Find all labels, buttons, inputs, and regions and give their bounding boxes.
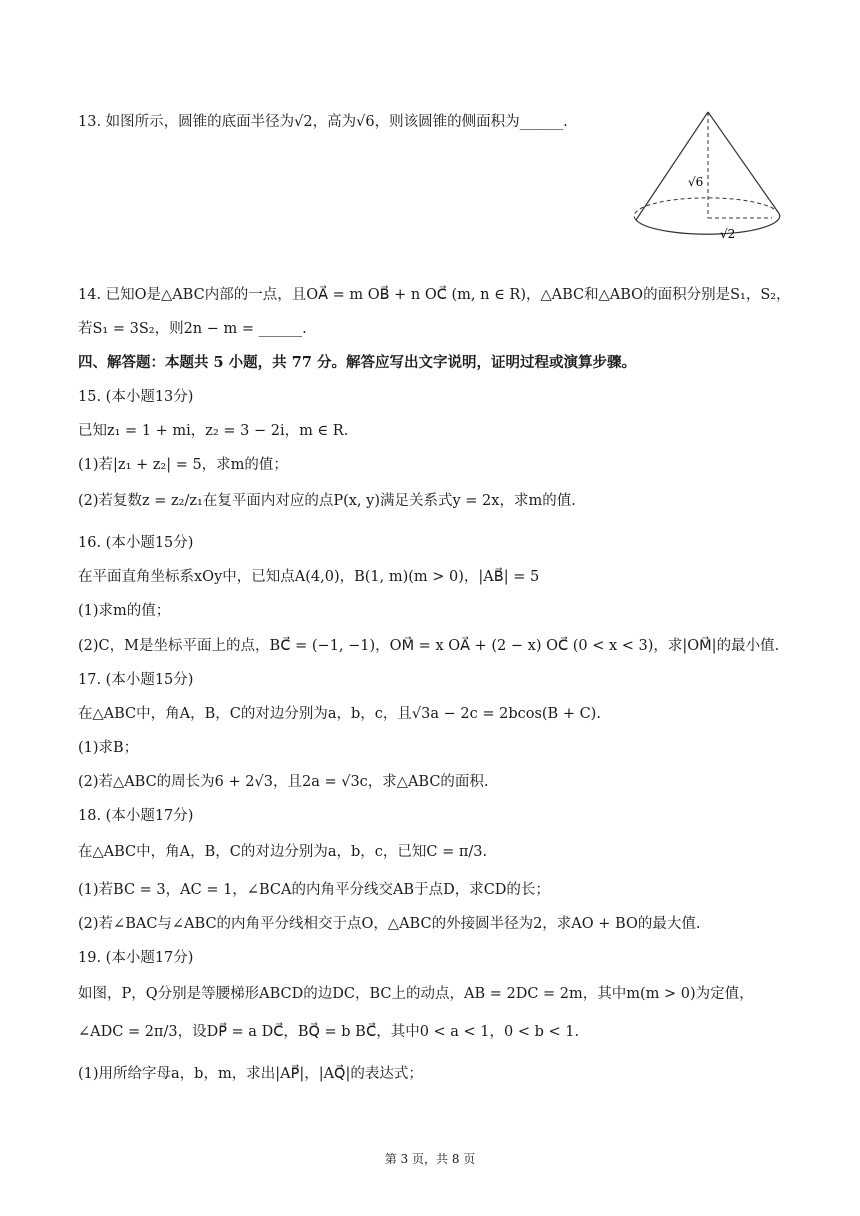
q15-part2: (2)若复数z = z₂/z₁在复平面内对应的点P(x, y)满足关系式y = 2x，求m的值. [78, 493, 576, 509]
q16-stem: 在平面直角坐标系xOy中，已知点A(4,0)，B(1, m)(m > 0)，|AB⃗| = 5 [78, 569, 540, 585]
q15-part1: (1)若|z₁ + z₂| = 5，求m的值； [78, 457, 288, 473]
q19-head: 19. (本小题17分) [78, 950, 194, 966]
q17-part2: (2)若△ABC的周长为6 + 2√3，且2a = √3c，求△ABC的面积. [78, 774, 489, 790]
q14-line2: 若S₁ = 3S₂，则2n − m = ______. [78, 321, 307, 337]
q19-part1: (1)用所给字母a，b，m，求出|AP⃗|，|AQ⃗|的表达式； [78, 1066, 423, 1082]
q16-part2: (2)C，M是坐标平面上的点，BC⃗ = (−1, −1)，OM⃗ = x OA⃗ + (2 − x) OC⃗ (0 < x < 3)，求|OM⃗|的最小值. [78, 638, 780, 654]
q19-stem1: 如图，P，Q分别是等腰梯形ABCD的边DC，BC上的动点，AB = 2DC = 2m，其中m(m > 0)为定值， [78, 986, 754, 1002]
q16-head: 16. (本小题15分) [78, 535, 194, 551]
q18-part1: (1)若BC = 3，AC = 1，∠BCA的内角平分线交AB于点D，求CD的长； [78, 882, 550, 898]
q15-head: 15. (本小题13分) [78, 389, 194, 405]
q18-part2: (2)若∠BAC与∠ABC的内角平分线相交于点O，△ABC的外接圆半径为2，求AO + BO的最大值. [78, 916, 701, 932]
cone-figure [630, 108, 790, 248]
q18-stem: 在△ABC中，角A，B，C的对边分别为a，b，c，已知C = π/3. [78, 844, 488, 860]
q17-stem: 在△ABC中，角A，B，C的对边分别为a，b，c，且√3a − 2c = 2bcos(B + C). [78, 706, 601, 722]
q16-part1: (1)求m的值； [78, 603, 171, 619]
q18-head: 18. (本小题17分) [78, 808, 194, 824]
q14-line1: 14. 已知O是△ABC内部的一点，且OA⃗ = m OB⃗ + n OC⃗ (m, n ∈ R)，△ABC和△ABO的面积分别是S₁，S₂， [78, 287, 791, 303]
cone-height-label: √6 [688, 175, 704, 189]
cone-radius-label: √2 [720, 227, 736, 241]
q17-head: 17. (本小题15分) [78, 672, 194, 688]
q13-text: 13. 如图所示，圆锥的底面半径为√2，高为√6，则该圆锥的侧面积为______. [78, 114, 568, 130]
page-footer: 第 3 页，共 8 页 [384, 1152, 476, 1166]
q17-part1: (1)求B； [78, 740, 139, 756]
section-heading: 四、解答题：本题共 5 小题，共 77 分。解答应写出文字说明，证明过程或演算步骤。 [78, 354, 636, 371]
q19-stem2: ∠ADC = 2π/3，设DP⃗ = a DC⃗，BQ⃗ = b BC⃗，其中0 < a < 1，0 < b < 1. [78, 1024, 580, 1040]
q15-stem: 已知z₁ = 1 + mi，z₂ = 3 − 2i，m ∈ R. [78, 423, 349, 439]
